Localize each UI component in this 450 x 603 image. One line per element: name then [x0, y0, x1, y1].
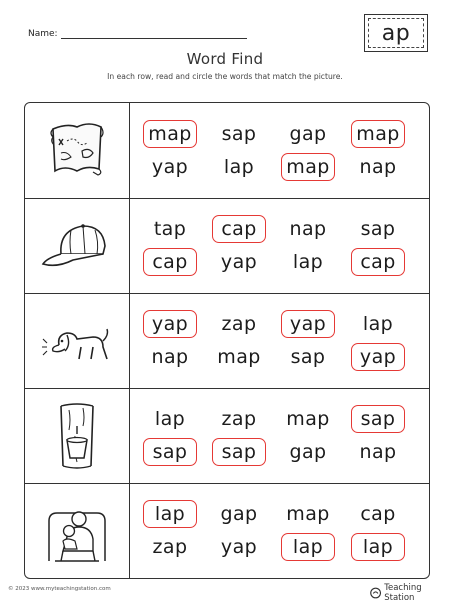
- word-option[interactable]: gap: [220, 503, 258, 525]
- word-option[interactable]: gap: [289, 441, 327, 463]
- name-row: [28, 28, 247, 39]
- word-option[interactable]: yap: [281, 310, 335, 338]
- word-option[interactable]: cap: [143, 248, 197, 276]
- word-option[interactable]: tap: [153, 218, 187, 240]
- word-option[interactable]: nap: [151, 346, 189, 368]
- word-option[interactable]: map: [286, 408, 330, 430]
- word-option[interactable]: lap: [154, 408, 186, 430]
- picture-cell: [25, 103, 129, 198]
- teaching-station-logo-icon: [370, 587, 381, 599]
- word-option[interactable]: lap: [292, 251, 324, 273]
- treasure-map-icon: [37, 111, 117, 191]
- word-option[interactable]: sap: [290, 346, 326, 368]
- word-option[interactable]: map: [351, 120, 405, 148]
- word-option[interactable]: map: [143, 120, 197, 148]
- name-label: Name:: [28, 29, 58, 39]
- row-lap: [25, 483, 429, 578]
- word-option[interactable]: nap: [359, 441, 397, 463]
- word-option[interactable]: sap: [360, 218, 396, 240]
- brand-logo: [370, 583, 450, 603]
- word-option[interactable]: yap: [351, 343, 405, 371]
- word-option[interactable]: lap: [223, 156, 255, 178]
- worksheet-title: Word Find: [186, 50, 264, 68]
- word-option[interactable]: lap: [362, 313, 394, 335]
- baseball-cap-icon: [37, 206, 117, 286]
- word-option[interactable]: yap: [220, 536, 258, 558]
- word-option[interactable]: gap: [289, 123, 327, 145]
- barking-dog-icon: [37, 301, 117, 381]
- word-option[interactable]: yap: [151, 156, 189, 178]
- picture-cell: [25, 483, 129, 578]
- word-option[interactable]: lap: [281, 533, 335, 561]
- row-yap: [25, 293, 429, 388]
- word-family-text: ap: [368, 18, 424, 48]
- word-option[interactable]: map: [217, 346, 261, 368]
- word-option[interactable]: cap: [360, 503, 396, 525]
- word-option[interactable]: sap: [212, 438, 266, 466]
- worksheet-instructions: In each row, read and circle the words that match the picture.: [107, 72, 343, 81]
- word-option[interactable]: lap: [351, 533, 405, 561]
- word-option[interactable]: cap: [212, 215, 266, 243]
- word-option[interactable]: sap: [143, 438, 197, 466]
- word-option[interactable]: sap: [351, 405, 405, 433]
- word-option[interactable]: nap: [289, 218, 327, 240]
- tree-sap-bucket-icon: [37, 396, 117, 476]
- word-option[interactable]: cap: [351, 248, 405, 276]
- word-option[interactable]: nap: [359, 156, 397, 178]
- picture-cell: [25, 293, 129, 388]
- word-option[interactable]: yap: [220, 251, 258, 273]
- word-option[interactable]: zap: [152, 536, 188, 558]
- word-option[interactable]: map: [281, 153, 335, 181]
- child-on-lap-icon: [37, 491, 117, 571]
- word-option[interactable]: yap: [143, 310, 197, 338]
- picture-cell: [25, 388, 129, 483]
- word-option[interactable]: sap: [221, 123, 257, 145]
- copyright-text: © 2023 www.myteachingstation.com: [8, 586, 111, 592]
- word-option[interactable]: zap: [221, 408, 257, 430]
- brand-name: Teaching Station: [384, 583, 422, 603]
- word-find-table: [24, 102, 430, 579]
- word-option[interactable]: map: [286, 503, 330, 525]
- row-sap: [25, 388, 429, 483]
- word-option[interactable]: lap: [143, 500, 197, 528]
- name-field-line[interactable]: [61, 28, 247, 39]
- word-family-badge: [364, 14, 428, 52]
- row-cap: [25, 198, 429, 293]
- picture-cell: [25, 198, 129, 293]
- word-option[interactable]: zap: [221, 313, 257, 335]
- row-map: [25, 103, 429, 198]
